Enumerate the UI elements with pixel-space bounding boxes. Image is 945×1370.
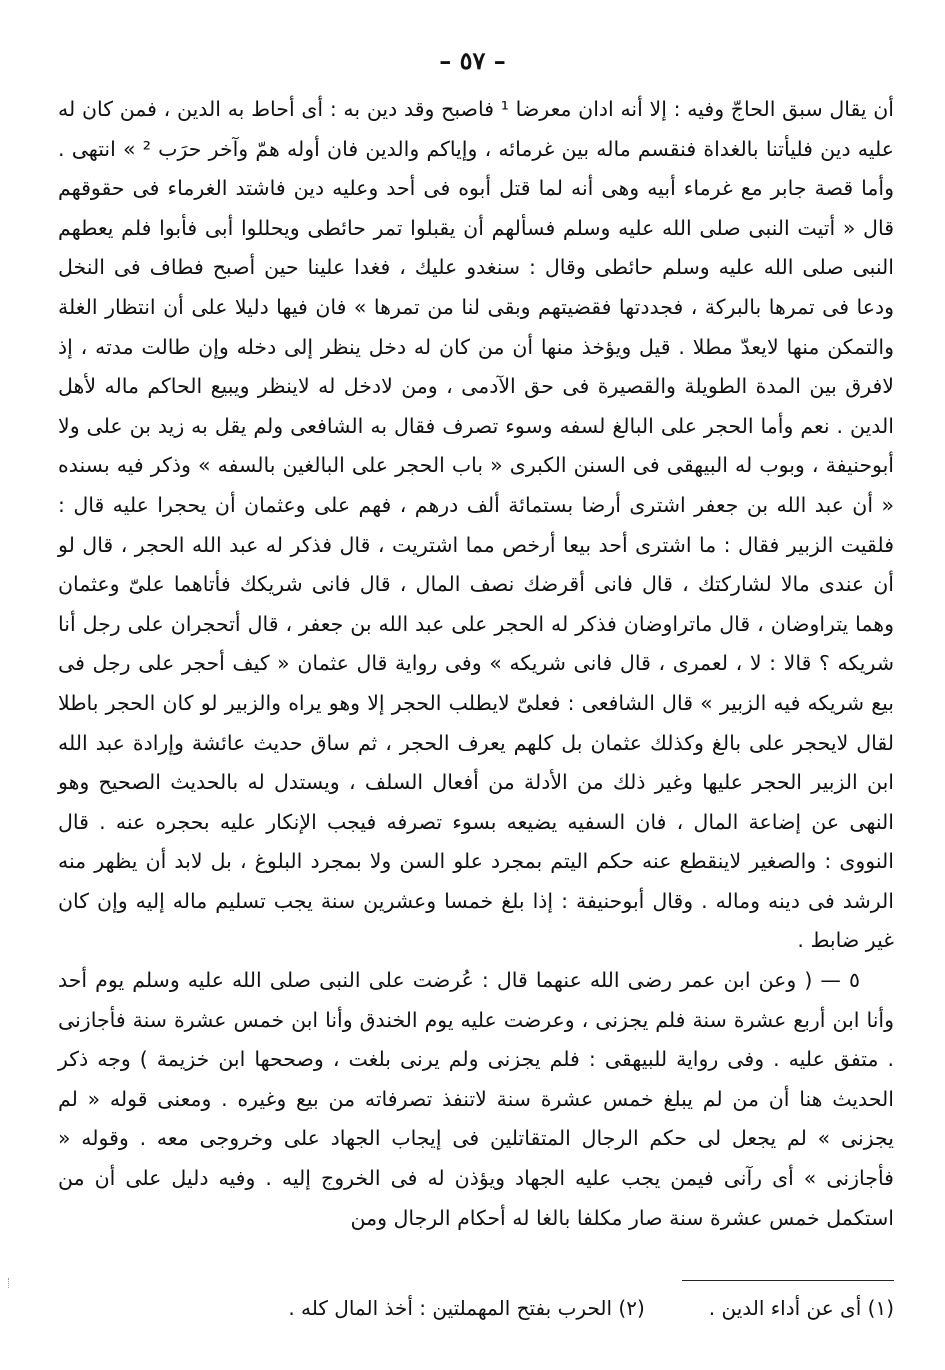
footnote: (١) أى عن أداء الدين . (708, 1296, 894, 1320)
main-text (58, 90, 894, 1238)
paragraph: ٥ — ( وعن ابن عمر رضى الله عنهما قال : عُرضت على النبى صلى الله عليه وسلم يوم أحد وأنا ابن أربع عشرة سنة فلم يجزنى ، وعرضت عليه يوم الخندق وأنا ابن خمس عشرة سنة فأجازنى . متفق عليه . وفى رواية للبيهقى : فلم يجزنى ولم يرنى بلغت ، وصححها ابن خزيمة ) وجه ذكر الحديث هنا أن من لم يبلغ خمس عشرة سنة لاتنفذ تصرفاته من بيع وغيره . ومعنى قوله « لم يجزنى » لم يجعل لى حكم الرجال المتقاتلين فى إيجاب الجهاد على وخروجى معه . وقوله « فأجازنى » أى رآنى فيمن يجب عليه الجهاد ويؤذن له فى الخروج إليه . وفيه دليل على أن من استكمل خمس عشرة سنة صار مكلفا بالغا له أحكام الرجال ومن (58, 968, 894, 1230)
footnote-divider (682, 1280, 894, 1281)
footnotes (58, 1292, 894, 1324)
page-number: – ٥٧ – (439, 46, 506, 75)
paragraph: أن يقال سبق الحاجّ وفيه : إلا أنه ادان معرضا ¹ فاصبح وقد دين به : أى أحاط به الدين ، فمن كان له عليه دين فليأتنا بالغداة فنقسم ماله بين غرمائه ، وإياكم والدين فان أوله همّ وآخر حرَب ² » انتهى . وأما قصة جابر مع غرماء أبيه وهى أنه لما قتل أبوه فى أحد وعليه دين فاشتد الغرماء فى حقوقهم قال « أتيت النبى صلى الله عليه وسلم فسألهم أن يقبلوا تمر حائطى ويحللوا أبى فأبوا فلم يعطهم النبى صلى الله عليه وسلم حائطى وقال : سنغدو عليك ، فغدا علينا حين أصبح فطاف فى النخل ودعا فى تمرها بالبركة ، فجددتها فقضيتهم وبقى لنا من تمرها » فان فيها دليلا على أن انتظار الغلة والتمكن منها لايعدّ مطلا . قيل ويؤخذ منها أن من كان له دخل ينظر إلى دخله وإن طالت مدته ، إذ لافرق بين المدة الطويلة والقصيرة فى حق الآدمى ، ومن لادخل له لاينظر ويبيع الحاكم ماله لأهل الدين . نعم وأما الحجر على البالغ لسفه وسوء تصرف فقال به الشافعى ولم يقل به زيد بن على ولا أبوحنيفة ، وبوب له البيهقى فى السنن الكبرى « باب الحجر على البالغين بالسفه » وذكر فيه بسنده « أن عبد الله بن جعفر اشترى أرضا بستمائة ألف درهم ، فهم على وعثمان أن يحجرا عليه قال : فلقيت الزبير فقال : ما اشترى أحد بيعا أرخص مما اشتريت ، قال فذكر له عبد الله الحجر ، قال لو أن عندى مالا لشاركتك ، قال فانى أقرضك نصف المال ، قال فانى شريكك فأتاهما علىّ وعثمان وهما يتراوضان ، قال ماتراوضان فذكر له الحجر على عبد الله بن جعفر ، قال أتحجران على رجل أنا شريكه ؟ قالا : لا ، لعمرى ، قال فانى شريكه » وفى رواية قال عثمان « كيف أحجر على رجل فى بيع شريكه فيه الزبير » قال الشافعى : فعلىّ لايطلب الحجر إلا وهو يراه والزبير لو كان الحجر باطلا لقال لايحجر على بالغ وكذلك عثمان بل كلهم يعرف الحجر ، ثم ساق حديث عائشة وإرادة عبد الله ابن الزبير الحجر عليها وغير ذلك من الأدلة من أفعال السلف ، ويستدل له بالحديث الصحيح وهو النهى عن إضاعة المال ، فان السفيه يضيعه بسوء تصرفه فيجب الإنكار عليه بحجره عنه . قال النووى : والصغير لاينقطع عنه حكم اليتم بمجرد علو السن ولا بمجرد البلوغ ، بل لابد أن يظهر منه الرشد فى دينه وماله . وقال أبوحنيفة : إذا بلغ خمسا وعشرين سنة يجب تسليم ماله إليه وإن كان غير ضابط . (58, 97, 894, 953)
scan-edge-mark (8, 1278, 12, 1288)
footnote: (٢) الحرب بفتح المهملتين : أخذ المال كله . (288, 1296, 645, 1320)
